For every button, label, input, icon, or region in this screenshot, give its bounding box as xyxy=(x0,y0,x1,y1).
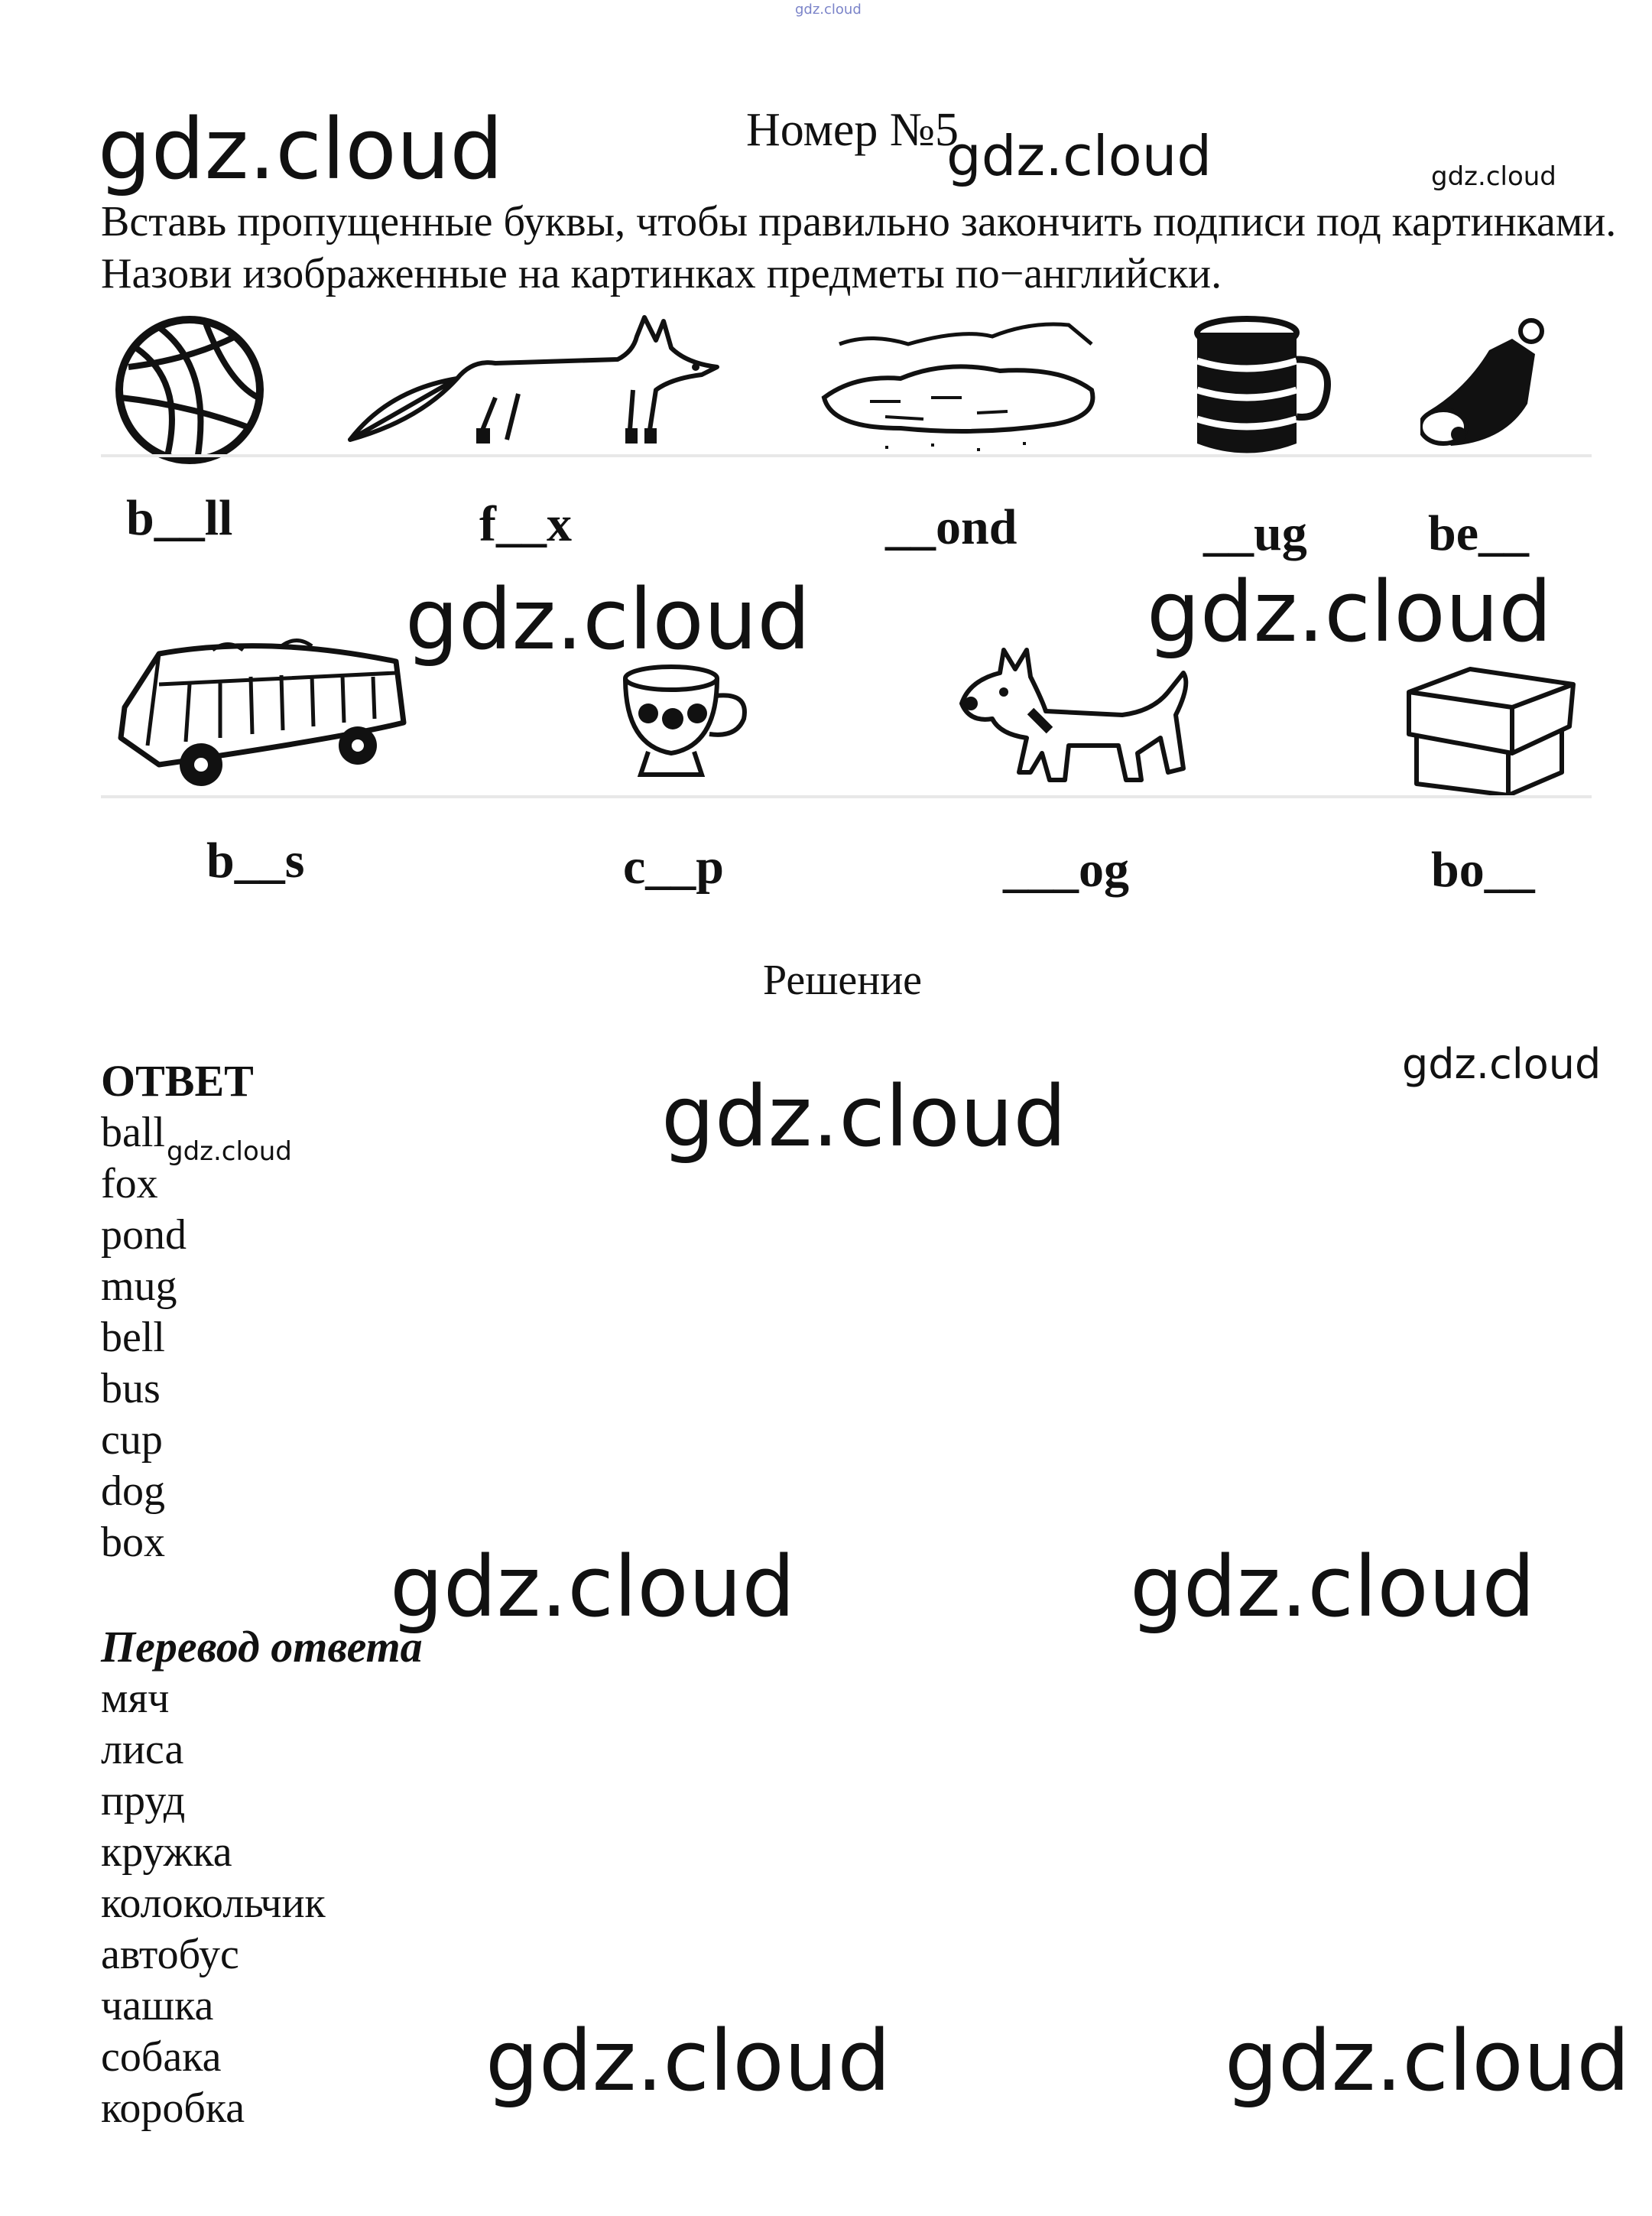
watermark: gdz.cloud xyxy=(166,1136,292,1167)
translation-item: собака xyxy=(101,2033,222,2081)
answer-item: cup xyxy=(101,1416,163,1464)
ball-icon xyxy=(113,314,266,466)
answer-item: box xyxy=(101,1519,165,1566)
translation-item: мяч xyxy=(101,1675,170,1722)
watermark: gdz.cloud xyxy=(661,1067,1067,1165)
solution-heading: Решение xyxy=(763,957,923,1004)
watermark: gdz.cloud xyxy=(1225,2012,1631,2110)
translation-list xyxy=(101,1673,326,2134)
answer-item: bus xyxy=(101,1365,161,1412)
answer-item: pond xyxy=(101,1211,187,1259)
dog-icon xyxy=(954,638,1199,791)
answer-item: dog xyxy=(101,1467,165,1515)
mug-icon xyxy=(1190,314,1335,466)
translation-heading: Перевод ответа xyxy=(101,1622,423,1672)
translation-item: чашка xyxy=(101,1982,214,2029)
watermark: gdz.cloud xyxy=(390,1538,796,1636)
caption-mug: __ug xyxy=(1203,505,1307,561)
pond-icon xyxy=(809,314,1107,459)
translation-item: автобус xyxy=(101,1931,239,1978)
watermark: gdz.cloud xyxy=(1130,1538,1536,1636)
divider xyxy=(101,454,1592,457)
translation-item: пруд xyxy=(101,1777,186,1824)
caption-bell: be__ xyxy=(1428,505,1529,561)
caption-pond: __ond xyxy=(885,499,1017,555)
divider xyxy=(101,795,1592,798)
answer-heading: ОТВЕТ xyxy=(101,1056,254,1106)
box-icon xyxy=(1401,661,1581,799)
caption-box: bo__ xyxy=(1431,842,1535,898)
translation-item: кружка xyxy=(101,1828,232,1876)
instruction-text: Вставь пропущенные буквы, чтобы правильно закончить подписи под картинками. Назови изображенные на картинках предметы по−английски. xyxy=(101,198,1617,297)
translation-item: колокольчик xyxy=(101,1880,326,1927)
caption-ball: b__ll xyxy=(126,490,233,546)
watermark: gdz.cloud xyxy=(1147,563,1553,661)
answer-item: ball$_{gdz.cloud}$ xyxy=(101,1109,292,1167)
caption-cup: c__p xyxy=(623,839,724,895)
watermark: gdz.cloud xyxy=(405,570,811,668)
watermark: gdz.cloud xyxy=(485,2012,891,2110)
cup-icon xyxy=(618,661,751,784)
caption-dog: ___og xyxy=(1003,842,1129,898)
page-title: Номер №5 xyxy=(746,104,959,156)
answer-item: bell xyxy=(101,1314,165,1361)
watermark: gdz.cloud xyxy=(98,100,504,198)
fox-icon xyxy=(342,306,725,451)
answer-item: mug xyxy=(101,1262,177,1310)
bus-icon xyxy=(113,631,407,791)
caption-fox: f__x xyxy=(479,496,572,552)
translation-item: коробка xyxy=(101,2084,245,2132)
watermark: gdz.cloud xyxy=(1431,161,1556,192)
translation-item: лиса xyxy=(101,1726,184,1773)
answer-item: fox xyxy=(101,1160,158,1207)
answer-list xyxy=(101,1107,290,1568)
watermark-top: gdz.cloud xyxy=(795,2,862,18)
bell-icon xyxy=(1420,312,1550,465)
watermark: gdz.cloud xyxy=(946,124,1212,188)
watermark: gdz.cloud xyxy=(1402,1040,1602,1088)
caption-bus: b__s xyxy=(206,833,305,889)
